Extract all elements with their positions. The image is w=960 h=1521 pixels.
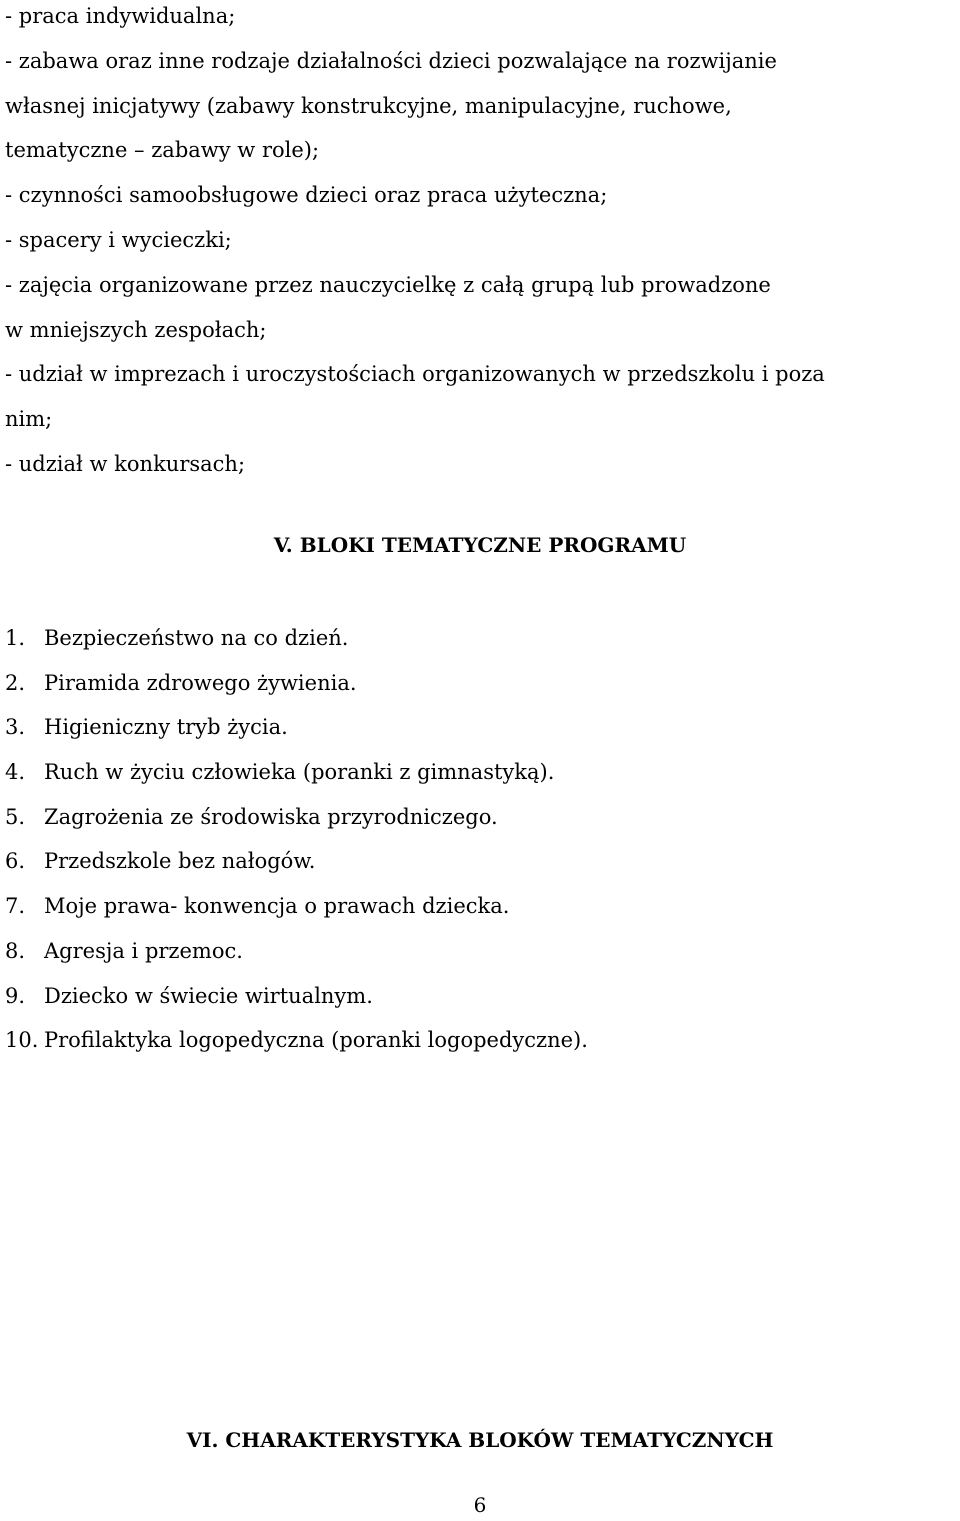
text-line: - zajęcia organizowane przez nauczycielkę z całą grupą lub prowadzone [5, 272, 771, 297]
item-text: Higieniczny tryb życia. [44, 715, 288, 740]
text-line: - praca indywidualna; [5, 4, 236, 28]
item-number: 6. [5, 849, 26, 874]
item-text: Profilaktyka logopedyczna (poranki logopedyczne). [44, 1028, 588, 1053]
list-item [5, 750, 588, 795]
list-item [5, 839, 588, 884]
forms-of-activity-list [5, 0, 957, 487]
page-number: 6 [473, 1493, 487, 1517]
item-text: Agresja i przemoc. [44, 938, 243, 963]
item-text: Bezpieczeństwo na co dzień. [44, 626, 349, 650]
thematic-blocks-list [5, 616, 588, 1063]
list-item [5, 705, 588, 750]
item-number: 3. [5, 715, 26, 740]
list-item [5, 929, 588, 974]
item-number: 4. [5, 760, 26, 785]
section-heading-thematic-blocks: V. BLOKI TEMATYCZNE PROGRAMU [273, 533, 687, 557]
item-number: 9. [5, 983, 26, 1008]
item-text: Dziecko w świecie wirtualnym. [44, 983, 373, 1008]
list-item [5, 974, 588, 1019]
item-text: Przedszkole bez nałogów. [44, 849, 316, 874]
list-item [5, 661, 588, 706]
list-item [5, 795, 588, 840]
item-number: 2. [5, 670, 26, 695]
item-text: Piramida zdrowego żywienia. [44, 670, 357, 695]
list-item [5, 1018, 588, 1063]
item-text: Moje prawa- konwencja o prawach dziecka. [44, 894, 510, 919]
item-number: 1. [5, 626, 26, 650]
text-line: w mniejszych zespołach; [5, 317, 267, 342]
item-number: 7. [5, 894, 26, 919]
item-number: 5. [5, 804, 26, 829]
list-item [5, 616, 588, 661]
text-line: - zabawa oraz inne rodzaje działalności dzieci pozwalające na rozwijanie [5, 48, 777, 73]
item-number: 8. [5, 938, 26, 963]
text-line: - udział w konkursach; [5, 451, 246, 476]
item-number: 10. [5, 1028, 39, 1053]
text-line: - udział w imprezach i uroczystościach organizowanych w przedszkolu i poza [5, 362, 825, 387]
item-text: Zagrożenia ze środowiska przyrodniczego. [44, 804, 498, 829]
text-line: - czynności samoobsługowe dzieci oraz praca użyteczna; [5, 183, 608, 208]
section-heading-block-characteristics: VI. CHARAKTERYSTYKA BLOKÓW TEMATYCZNYCH [186, 1428, 774, 1452]
text-line: tematyczne – zabawy w role); [5, 138, 320, 163]
text-line: - spacery i wycieczki; [5, 227, 232, 252]
item-text: Ruch w życiu człowieka (poranki z gimnastyką). [44, 760, 555, 785]
text-line: własnej inicjatywy (zabawy konstrukcyjne, manipulacyjne, ruchowe, [5, 93, 732, 118]
list-item [5, 884, 588, 929]
text-line: nim; [5, 407, 53, 432]
